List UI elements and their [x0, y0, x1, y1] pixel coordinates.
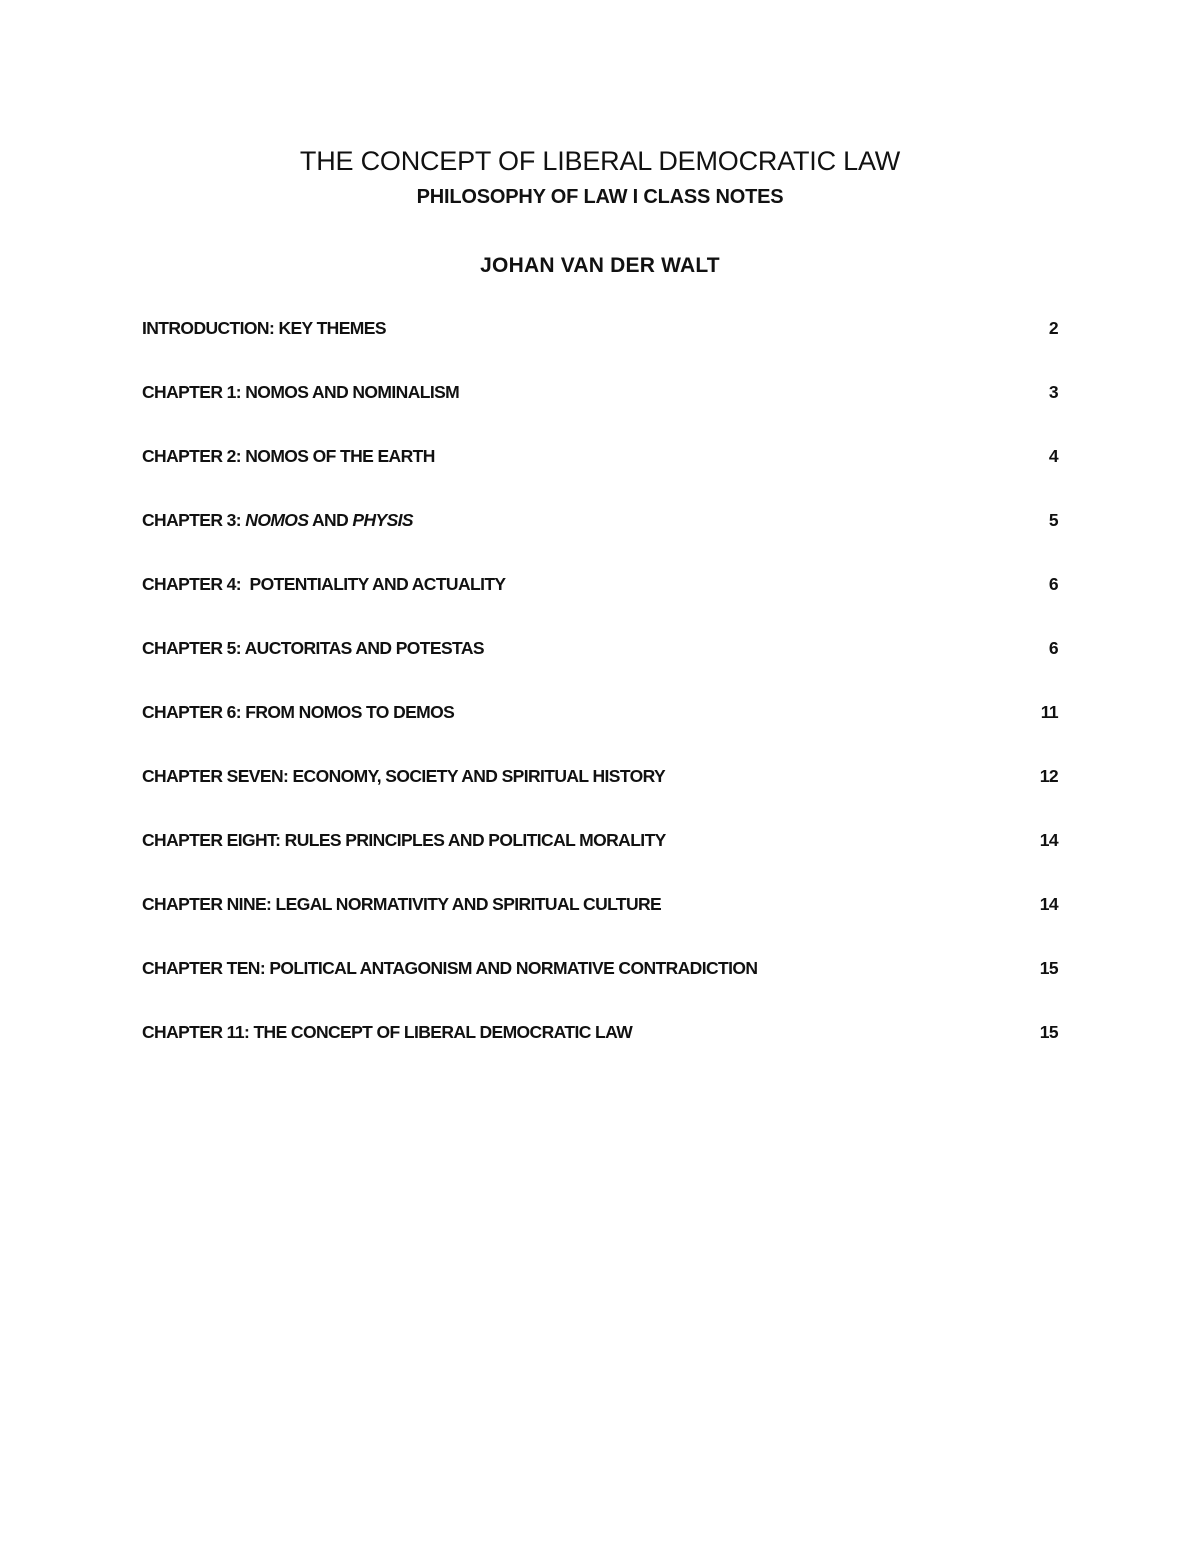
- toc-entry-label: CHAPTER 2: NOMOS OF THE EARTH: [142, 446, 435, 466]
- toc-entry[interactable]: [142, 702, 1058, 766]
- toc-entry-page: 5: [1048, 510, 1058, 530]
- toc-entry-label: CHAPTER EIGHT: RULES PRINCIPLES AND POLITICAL MORALITY: [142, 830, 666, 850]
- toc-entry-label: CHAPTER NINE: LEGAL NORMATIVITY AND SPIRITUAL CULTURE: [142, 894, 662, 914]
- document-title: THE CONCEPT OF LIBERAL DEMOCRATIC LAW: [299, 146, 901, 176]
- toc-entry[interactable]: [142, 894, 1058, 958]
- toc-entry-page: 14: [1039, 894, 1058, 914]
- toc-entry[interactable]: [142, 382, 1058, 446]
- toc-entry-page: 15: [1039, 958, 1058, 978]
- toc-entry[interactable]: [142, 446, 1058, 510]
- toc-entry-label: CHAPTER TEN: POLITICAL ANTAGONISM AND NORMATIVE CONTRADICTION: [142, 958, 758, 978]
- toc-label-italic-physis: PHYSIS: [352, 510, 413, 530]
- document-author: JOHAN VAN DER WALT: [480, 254, 720, 277]
- toc-entry-page: 2: [1048, 318, 1058, 338]
- toc-entry-page: 11: [1040, 702, 1058, 722]
- toc-entry-page: 6: [1048, 574, 1058, 594]
- toc-entry[interactable]: [142, 318, 1058, 382]
- toc-entry-page: 12: [1039, 766, 1058, 786]
- toc-entry-label: CHAPTER 4: POTENTIALITY AND ACTUALITY: [142, 574, 506, 594]
- toc-entry-page: 3: [1048, 382, 1058, 402]
- table-of-contents: [142, 318, 1058, 1086]
- toc-entry-label: CHAPTER 11: THE CONCEPT OF LIBERAL DEMOCRATIC LAW: [142, 1022, 633, 1042]
- toc-entry[interactable]: [142, 510, 1058, 574]
- toc-entry-page: 15: [1039, 1022, 1058, 1042]
- toc-entry[interactable]: [142, 958, 1058, 1022]
- toc-label-middle: AND: [308, 510, 353, 530]
- toc-entry-label: INTRODUCTION: KEY THEMES: [142, 318, 386, 338]
- toc-entry[interactable]: [142, 638, 1058, 702]
- toc-label-prefix: CHAPTER 3:: [142, 510, 246, 530]
- toc-entry-label: CHAPTER SEVEN: ECONOMY, SOCIETY AND SPIRITUAL HISTORY: [142, 766, 666, 786]
- toc-entry-page: 6: [1048, 638, 1058, 658]
- toc-entry-page: 4: [1048, 446, 1058, 466]
- toc-entry[interactable]: [142, 766, 1058, 830]
- toc-entry-label: CHAPTER 5: AUCTORITAS AND POTESTAS: [142, 638, 484, 658]
- toc-entry-label: [142, 510, 413, 531]
- toc-entry[interactable]: [142, 574, 1058, 638]
- toc-entry-label: CHAPTER 6: FROM NOMOS TO DEMOS: [142, 702, 455, 722]
- document-subtitle: PHILOSOPHY OF LAW I CLASS NOTES: [416, 186, 784, 208]
- toc-entry-label: CHAPTER 1: NOMOS AND NOMINALISM: [142, 382, 460, 402]
- toc-entry[interactable]: [142, 830, 1058, 894]
- toc-label-italic-nomos: NOMOS: [245, 510, 309, 530]
- toc-entry[interactable]: [142, 1022, 1058, 1086]
- toc-entry-page: 14: [1039, 830, 1058, 850]
